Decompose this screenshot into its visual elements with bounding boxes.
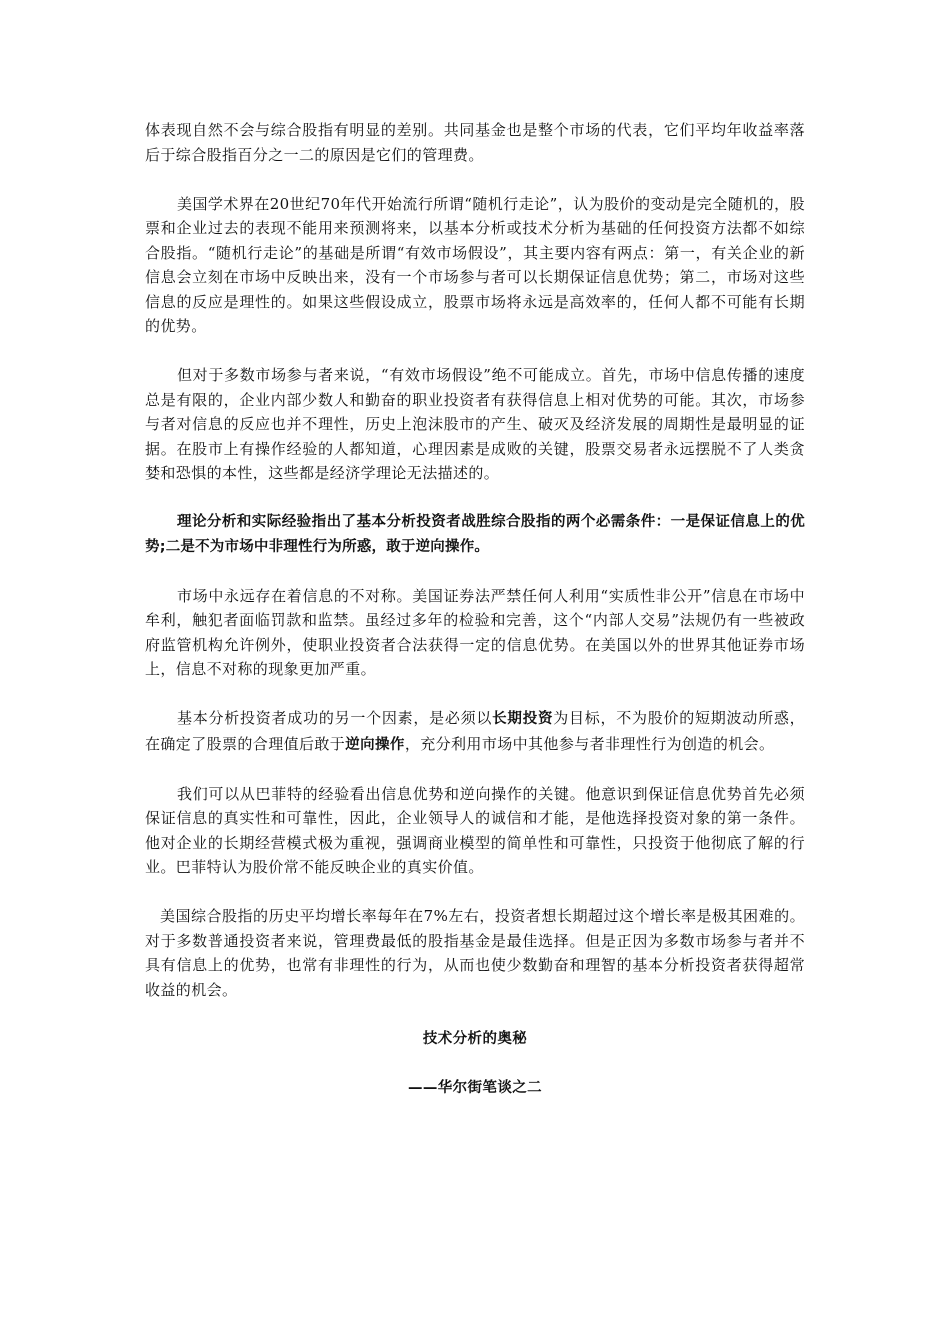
paragraph-gap <box>145 559 805 584</box>
emphasis-long-term-investing: 长期投资 <box>492 711 554 727</box>
paragraph-long-term-investing <box>145 706 805 757</box>
paragraph-gap <box>145 167 805 192</box>
paragraph-gap <box>145 757 805 782</box>
section-title: 技术分析的奥秘 <box>422 1030 528 1047</box>
paragraph-gap <box>145 486 805 511</box>
paragraph-buffett: 我们可以从巴菲特的经验看出信息优势和逆向操作的关键。他意识到保证信息优势首先必须保证信息的真实性和可靠性，因此，企业领导人的诚信和才能，是他选择投资对象的第一条件。他对企业的长期经营模式极为重视，强调商业模型的简单性和可靠性，只投资于他彻底了解的行业。巴菲特认为股价常不能反映企业的真实价值。 <box>145 784 805 876</box>
paragraph-gap <box>145 1051 805 1076</box>
paragraph-gap <box>145 682 805 707</box>
section-subtitle: ——华尔街笔谈之二 <box>407 1079 543 1096</box>
paragraph-key-conditions: 理论分析和实际经验指出了基本分析投资者战胜综合股指的两个必需条件：一是保证信息上的优势;二是不为市场中非理性行为所惑，敢于逆向操作。 <box>145 514 805 555</box>
paragraph-gap <box>145 880 805 905</box>
paragraph-text: ，充分利用市场中其他参与者非理性行为创造的机会。 <box>404 734 775 753</box>
paragraph-text: 为目标，不为股价的短期波动所惑，在确定了股票的合理值后敢于 <box>145 709 805 753</box>
paragraph-random-walk: 美国学术界在20世纪70年代开始流行所谓“随机行走论”，认为股价的变动是完全随机的，股票和企业过去的表现不能用来预测将来，以基本分析或技术分析为基础的任何投资方法都不如综合股指。“随机行走论”的基础是所谓“有效市场假设”，其主要内容有两点：第一，有关企业的新信息会立刻在市场中反映出来，没有一个市场参与者可以长期保证信息优势；第二，市场对这些信息的反应是理性的。如果这些假设成立，股票市场将永远是高效率的，任何人都不可能有长期的优势。 <box>145 194 805 335</box>
document-page <box>145 118 805 1100</box>
paragraph-gap <box>145 339 805 364</box>
paragraph-index-growth: 美国综合股指的历史平均增长率每年在7%左右，投资者想长期超过这个增长率是极其困难的。对于多数普通投资者来说，管理费最低的股指基金是最佳选择。但是正因为多数市场参与者并不具有信息上的优势，也常有非理性的行为，从而也使少数勤奋和理智的基本分析投资者获得超常收益的机会。 <box>145 907 805 999</box>
paragraph-1: 体表现自然不会与综合股指有明显的差别。共同基金也是整个市场的代表，它们平均年收益率落后于综合股指百分之一二的原因是它们的管理费。 <box>145 121 805 164</box>
paragraph-information-asymmetry: 市场中永远存在着信息的不对称。美国证券法严禁任何人利用“实质性非公开”信息在市场中牟利，触犯者面临罚款和监禁。虽经过多年的检验和完善，这个“内部人交易”法规仍有一些被政府监管机构允许例外，使职业投资者合法获得一定的信息优势。在美国以外的世界其他证券市场上，信息不对称的现象更加严重。 <box>145 586 805 678</box>
paragraph-efficient-market: 但对于多数市场参与者来说，“有效市场假设”绝不可能成立。首先，市场中信息传播的速度总是有限的，企业内部少数人和勤奋的职业投资者有获得信息上相对优势的可能。其次，市场参与者对信息的反应也并不理性，历史上泡沫股市的产生、破灭及经济发展的周期性是最明显的证据。在股市上有操作经验的人都知道，心理因素是成败的关键，股票交易者永远摆脱不了人类贪婪和恐惧的本性，这些都是经济学理论无法描述的。 <box>145 366 805 482</box>
paragraph-gap <box>145 1002 805 1027</box>
emphasis-contrarian-operation: 逆向操作 <box>345 736 405 753</box>
paragraph-text: 基本分析投资者成功的另一个因素，是必须以 <box>177 709 493 727</box>
